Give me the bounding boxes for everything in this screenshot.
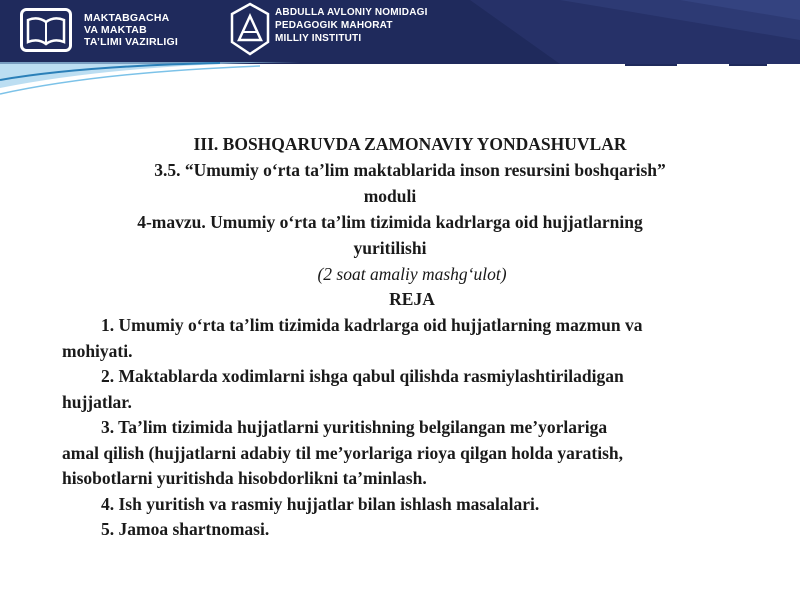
plan-item-continuation: mohiyati. — [62, 341, 133, 361]
plan-item: 3. Ta’lim tizimida hujjatlarni yuritishning belgilangan me’yorlariga — [101, 417, 608, 437]
module-title-line: moduli — [363, 186, 417, 206]
ministry-name-line: TA’LIMI VAZIRLIGI — [84, 36, 179, 48]
plan-heading: REJA — [389, 289, 435, 309]
module-title-line: 3.5. “Umumiy o‘rta ta’lim maktablarida inson resursini boshqarish” — [154, 160, 666, 180]
plan-item-continuation: hujjatlar. — [62, 392, 132, 412]
decor-dash-right — [729, 64, 767, 66]
plan-item: 5. Jamoa shartnomasi. — [101, 519, 270, 539]
ministry-name-line: VA MAKTAB — [84, 24, 147, 36]
open-book-icon — [20, 8, 72, 52]
session-subtitle: (2 soat amaliy mashg‘ulot) — [317, 264, 507, 284]
wave-decoration — [0, 60, 800, 100]
plan-item: 2. Maktablarda xodimlarni ishga qabul qilishda rasmiylashtiriladigan — [101, 366, 624, 386]
institute-name — [275, 6, 428, 45]
decor-dash-left — [625, 64, 677, 66]
triangle-emblem-icon — [229, 2, 271, 56]
document-title: III. BOSHQARUVDA ZAMONAVIY YONDASHUVLAR — [193, 134, 627, 154]
plan-item-continuation: hisobotlarni yuritishda hisobdorlikni ta’minlash. — [62, 468, 427, 488]
plan-item: 4. Ish yuritish va rasmiy hujjatlar bilan ishlash masalalari. — [101, 494, 540, 514]
plan-item-continuation: amal qilish (hujjatlarni adabiy til me’yorlariga rioya qilgan holda yaratish, — [62, 443, 624, 463]
topic-title-line: yuritilishi — [353, 238, 427, 258]
ministry-name — [84, 12, 178, 48]
plan-item: 1. Umumiy o‘rta ta’lim tizimida kadrlarga oid hujjatlarning mazmun va — [101, 315, 643, 335]
institute-name-line: ABDULLA AVLONIY NOMIDAGI — [275, 7, 428, 18]
topic-title-line: 4-mavzu. Umumiy o‘rta ta’lim tizimida kadrlarga oid hujjatlarning — [137, 212, 643, 232]
header-banner — [0, 0, 800, 64]
ministry-name-line: MAKTABGACHA — [84, 12, 170, 24]
institute-name-line: PEDAGOGIK MAHORAT — [275, 20, 393, 31]
institute-name-line: MILLIY INSTITUTI — [275, 33, 362, 44]
